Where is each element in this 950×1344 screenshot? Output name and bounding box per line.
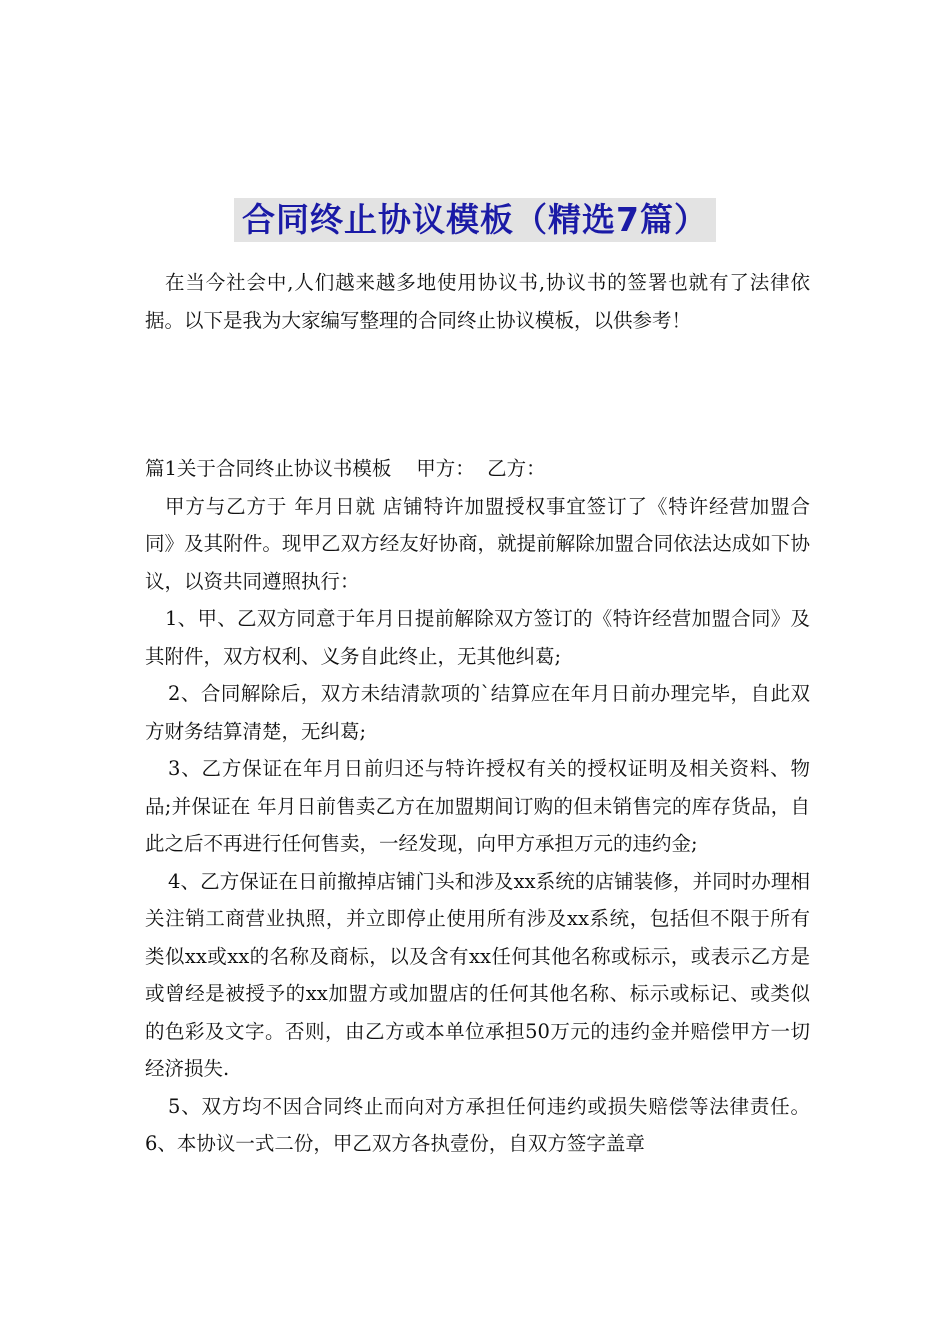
intro-block xyxy=(145,264,810,339)
paragraph-clause-2: 2、合同解除后，双方未结清款项的`结算应在年月日前办理完毕，自此双方财务结算清楚，无纠葛; xyxy=(145,682,810,743)
title-container xyxy=(0,176,950,264)
paragraph-clause-1: 1、甲、乙双方同意于年月日提前解除双方签订的《特许经营加盟合同》及其附件，双方权利、义务自此终止，无其他纠葛; xyxy=(145,607,810,668)
paragraph-clause-3: 3、乙方保证在年月日前归还与特许授权有关的授权证明及相关资料、物品;并保证在 年月日前售卖乙方在加盟期间订购的但未销售完的库存货品，自此之后不再进行任何售卖，一经发现，向甲方承担万元的违约金; xyxy=(145,757,810,855)
paragraph-clause-4: 4、乙方保证在日前撤掉店铺门头和涉及xx系统的店铺装修，并同时办理相关注销工商营业执照，并立即停止使用所有涉及xx系统，包括但不限于所有类似xx或xx的名称及商标，以及含有xx任何其他名称或标示，或表示乙方是或曾经是被授予的xx加盟方或加盟店的任何其他名称、标示或标记、或类似的色彩及文字。否则，由乙方或本单位承担50万元的违约金并赔偿甲方一切经济损失. xyxy=(145,869,810,1080)
intro-paragraph: 在当今社会中,人们越来越多地使用协议书,协议书的签署也就有了法律依据。以下是我为大家编写整理的合同终止协议模板，以供参考！ xyxy=(145,271,810,332)
document-title: 合同终止协议模板（精选7篇） xyxy=(234,198,716,242)
paragraph-preamble: 甲方与乙方于 年月日就 店铺特许加盟授权事宜签订了《特许经营加盟合同》及其附件。现甲乙双方经友好协商，就提前解除加盟合同依法达成如下协议，以资共同遵照执行： xyxy=(145,494,810,593)
main-content xyxy=(145,450,810,1163)
paragraph-clause-5-6: 5、双方均不因合同终止而向对方承担任何违约或损失赔偿等法律责任。 6、本协议一式二份，甲乙双方各执壹份，自双方签字盖章 xyxy=(145,1094,810,1155)
section-heading: 篇1关于合同终止协议书模板 甲方： 乙方： xyxy=(145,457,546,480)
